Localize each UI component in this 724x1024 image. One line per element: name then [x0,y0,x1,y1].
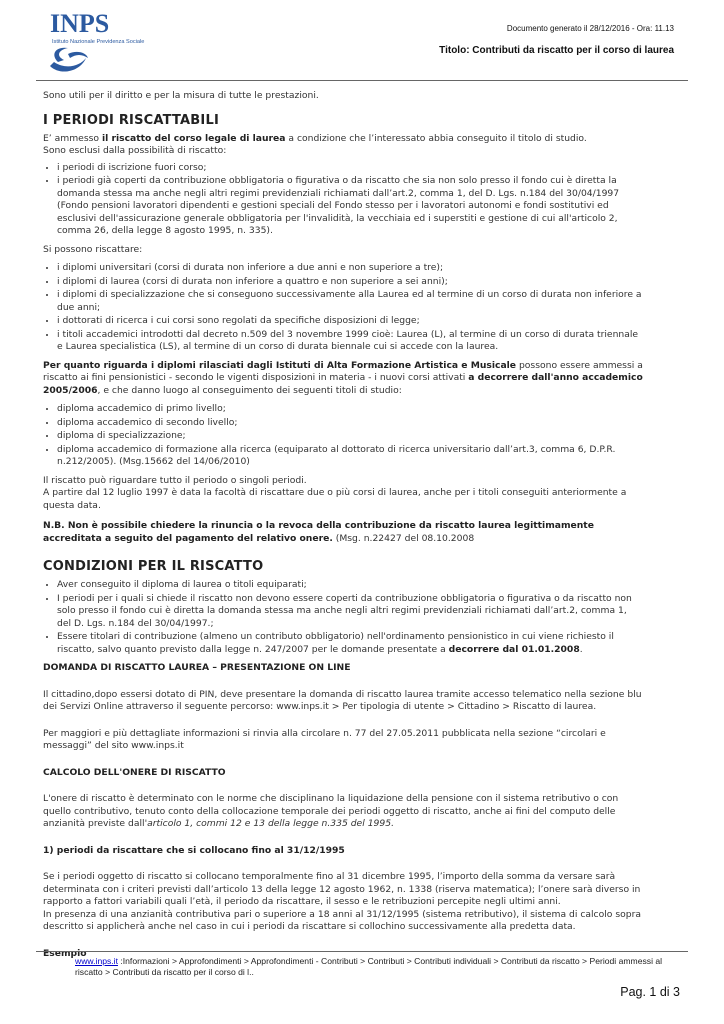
list-item: • i periodi già coperti da contribuzione obbligatoria o figurativa o da riscatto che sia non solo presso il fondo cui è diretta la domanda stessa ma anche negli altri regimi previdenziali richiamati dall’art.2, comma 1, del D. Lgs. n.184 del 30/04/1997 (Fondo pensioni lavoratori dipendenti e gestioni speciali del Fondo stesso per i lavoratori autonomi e fondi sostitutivi ed esclusivi dell'assicurazione generale obbligatoria per l'invalidità, la vecchiaia ed i superstiti e gestione di cui all'articolo 2, comma 26, della legge 8 agosto 1995, n. 335). [57,175,643,238]
paragraph-dal-1997: A partire dal 12 luglio 1997 è data la facoltà di riscattare due o più corsi di laurea, anche per i titoli conseguiti anteriormente a questa data. [43,487,627,511]
list-item: • Aver conseguito il diploma di laurea o titoli equiparati; [57,579,643,592]
paragraph-periodi: Il riscatto può riguardare tutto il periodo o singoli periodi. [43,474,307,486]
heading-periodi-1995: 1) periodi da riscattare che si collocano fino al 31/12/1995 [43,844,345,856]
paragraph-ammesso: E’ ammesso il riscatto del corso legale di laurea a condizione che l’interessato abbia conseguito il titolo di studio. [43,132,587,144]
list-item: • i diplomi di specializzazione che si conseguono successivamente alla Laurea ed al termine di un corso di durata non inferiore a due anni; [57,289,643,314]
section-heading-condizioni: CONDIZIONI PER IL RISCATTO [43,559,264,574]
list-item: • i diplomi universitari (corsi di durata non inferiore a due anni e non superiore a tre); [57,262,643,275]
generation-date: Documento generato il 28/12/2016 - Ora: 11.13 [506,24,674,33]
logo-swirl-icon [50,48,88,72]
paragraph-anzianita: In presenza di una anzianità contributiva pari o superiore a 18 anni al 31/12/1995 (sistema retributivo), il sistema di calcolo sopra descritto si applicherà anche nel caso in cui i periodi da riscattare si collochino successivamente alla predetta data. [43,908,641,932]
list-item: • diploma accademico di formazione alla ricerca (equiparato al dottorato di ricerca universitario dall’art.3, comma 6, D.P.R. n.212/2005). (Msg.15662 del 14/06/2010) [57,444,643,469]
excluded-list [43,162,643,238]
list-item: • Essere titolari di contribuzione (almeno un contributo obbligatorio) nell'ordinamento pensionistico in cui viene richiesto il riscatto, salvo quanto previsto dalla legge n. 247/2007 per le domande presentate a decorrere dal 01.01.2008. [57,631,643,656]
paragraph-domanda-1: Il cittadino,dopo essersi dotato di PIN, deve presentare la domanda di riscatto laurea tramite accesso telematico nella sezione blu dei Servizi Online attraverso il seguente percorso: www.inps.it > Per tipologia di utente > Cittadino > Riscatto di laurea. [43,688,642,712]
heading-calcolo: CALCOLO DELL'ONERE DI RISCATTO [43,766,226,778]
nb-note: N.B. Non è possibile chiedere la rinuncia o la revoca della contribuzione da riscatto laurea legittimamente accreditata a seguito del pagamento del relativo onere. (Msg. n.22427 del 08.10.2008 [43,520,594,544]
list-item: • i dottorati di ricerca i cui corsi sono regolati da specifiche disposizioni di legge; [57,315,643,328]
logo-subtitle: Istituto Nazionale Previdenza Sociale [52,39,145,45]
inps-logo-graphic [36,6,176,78]
list-item: • i periodi di iscrizione fuori corso; [57,162,643,175]
footer-divider [36,951,688,952]
paragraph-periodi-1995: Se i periodi oggetto di riscatto si collocano temporalmente fino al 31 dicembre 1995, l’importo della somma da versare sarà determinata con i criteri previsti dall’articolo 13 della legge 12 agosto 1962, n. 1338 (riserva matematica); l’onere sarà diverso in rapporto a fattori variabili quali l’età, il periodo da riscattare, il sesso e le retribuzioni percepite negli ultimi anni. [43,871,641,907]
document-body [43,90,643,960]
paragraph-calcolo: L'onere di riscatto è determinato con le norme che disciplinano la liquidazione della pensione con il sistema retributivo o con quello contributivo, tenuto conto della collocazione temporale dei periodi oggetto di riscatto, anche ai fini del computo delle anzianità previste dall'articolo 1, commi 12 e 13 della legge n.335 del 1995. [43,793,619,829]
inps-link[interactable]: www.inps.it [75,956,118,966]
paragraph-esclusi: Sono esclusi dalla possibilità di riscatto: [43,145,227,156]
document-title: Titolo: Contributi da riscatto per il corso di laurea [439,45,674,56]
paragraph-afam: Per quanto riguarda i diplomi rilasciati dagli Istituti di Alta Formazione Artistica e Musicale possono essere ammessi a riscatto ai fini pensionistici - secondo le vigenti disposizioni in materia - i nuovi corsi attivati a decorrere dall'anno accademico 2005/2006, e che danno luogo al conseguimento dei seguenti titoli di studio: [43,359,643,396]
list-item: • diploma accademico di secondo livello; [57,417,643,430]
page-number: Pag. 1 di 3 [620,985,680,999]
list-item: • diploma di specializzazione; [57,430,643,443]
header-divider [36,80,688,81]
document-header [439,24,674,56]
footer-breadcrumb [75,956,665,978]
conditions-list [43,579,643,656]
paragraph-domanda-2: Per maggiori e più dettagliate informazioni si rinvia alla circolare n. 77 del 27.05.2011 pubblicata nella sezione “circolari e messaggi” del sito www.inps.it [43,727,606,751]
list-item: • I periodi per i quali si chiede il riscatto non devono essere coperti da contribuzione obbligatoria o figurativa o da riscatto non solo presso il fondo cui è diretta la domanda stessa ma anche negli altri regimi previdenziali richiamati dall’art.2, comma 1, del D. Lgs. n.184 del 30/04/1997.; [57,593,643,631]
inps-logo [36,6,176,78]
list-item: • diploma accademico di primo livello; [57,403,643,416]
list-item: • i titoli accademici introdotti dal decreto n.509 del 3 novembre 1999 cioè: Laurea (L), al termine di un corso di durata triennale e Laurea specialistica (LS), al termine di un corso di durata biennale cui si accede con la laurea. [57,329,643,354]
heading-esempio: Esempio [43,947,87,959]
heading-domanda: DOMANDA DI RISCATTO LAUREA – PRESENTAZIONE ON LINE [43,662,351,673]
afam-list [43,403,643,469]
list-item: • i diplomi di laurea (corsi di durata non inferiore a quattro e non superiore a sei anni); [57,276,643,289]
paragraph-riscattare: Si possono riscattare: [43,243,143,255]
allowed-list [43,262,643,354]
intro-text: Sono utili per il diritto e per la misura di tutte le prestazioni. [43,90,319,101]
section-heading-periodi: I PERIODI RISCATTABILI [43,112,219,128]
logo-text: INPS [50,9,110,38]
footer-path: :Informazioni > Approfondimenti > Approfondimenti - Contributi > Contributi > Contributi individuali > Contributi da riscatto > Periodi ammessi al riscatto > Contributi da riscatto per il corso di l.. [75,956,663,977]
